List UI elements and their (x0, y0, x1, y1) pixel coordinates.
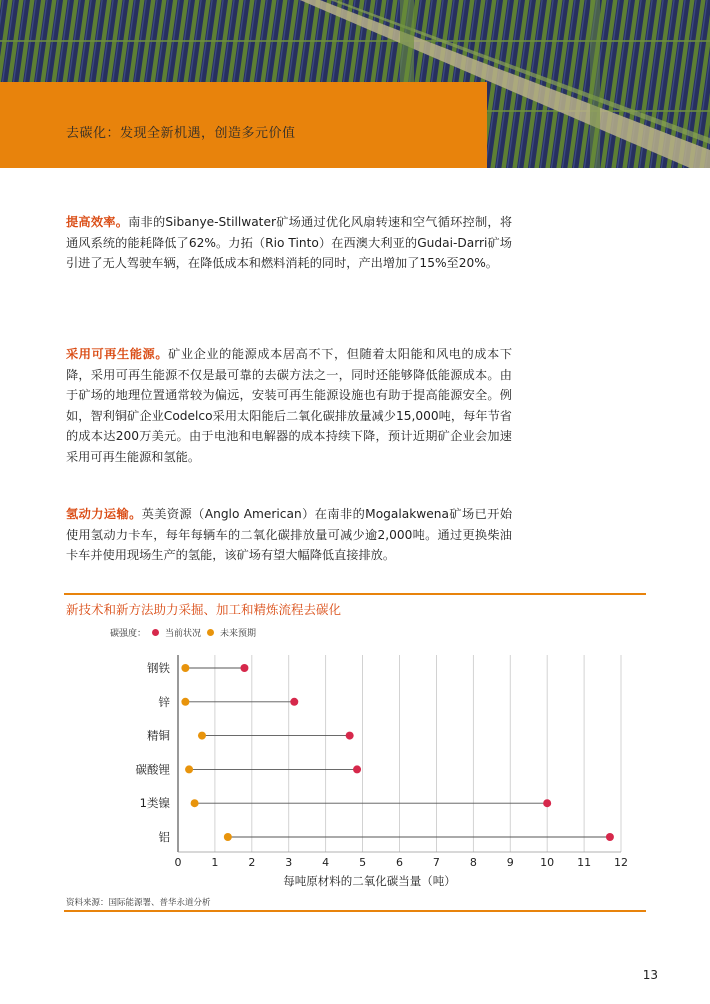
x-tick-label: 0 (174, 856, 182, 869)
category-label: 1类镍 (139, 796, 170, 811)
paragraph-lead: 采用可再生能源。 (66, 347, 169, 361)
category-label: 铝 (158, 830, 170, 844)
paragraph-body: 南非的Sibanye-Stillwater矿场通过优化风扇转速和空气循环控制，将通风系统的能耗降低了62%。力拓（Rio Tinto）在西澳大利亚的Gudai-Darri矿场引进了无人驾驶车辆，在降低成本和燃料消耗的同时，产出增加了15%至20%。 (66, 215, 513, 270)
paragraph-lead: 氢动力运输。 (66, 507, 142, 521)
source-note: 资料来源：国际能源署、普华永道分析 (66, 898, 211, 908)
x-tick-label: 1 (211, 856, 219, 869)
x-tick-label: 12 (614, 856, 628, 869)
future-point (181, 664, 189, 672)
x-tick-label: 8 (469, 856, 477, 869)
x-tick-label: 7 (432, 856, 440, 869)
x-axis-label: 每吨原材料的二氧化碳当量（吨） (283, 874, 456, 888)
x-tick-label: 2 (248, 856, 256, 869)
current-point (353, 765, 361, 773)
paragraph-body: 矿业企业的能源成本居高不下，但随着太阳能和风电的成本下降，采用可再生能源不仅是最可靠的去碳方法之一，同时还能够降低能源成本。由于矿场的地理位置通常较为偏远，安装可再生能源设施也有助于提高能源安全。例如，智利铜矿企业Codelco采用太阳能后二氧化碳排放量减少15,000吨，每年节省的成本达200万美元。由于电池和电解器的成本持续下降，预计近期矿企业会加速采用可再生能源和氢能。 (66, 347, 513, 464)
chart-title: 新技术和新方法助力采掘、加工和精炼流程去碳化 (66, 602, 342, 617)
legend-current-label: 当前状况 (165, 629, 202, 639)
category-label: 锌 (158, 694, 170, 709)
future-point (198, 732, 206, 740)
category-label: 精铜 (147, 728, 170, 743)
x-tick-label: 5 (359, 856, 367, 869)
x-tick-label: 6 (396, 856, 403, 869)
x-tick-label: 10 (540, 856, 555, 869)
current-point (346, 732, 354, 740)
x-tick-label: 11 (577, 856, 592, 869)
paragraph-lead: 提高效率。 (66, 215, 129, 229)
current-point (606, 833, 614, 841)
future-point (185, 765, 193, 773)
chart-bottom-divider (64, 910, 646, 912)
current-point (240, 664, 248, 672)
banner-title: 去碳化：发现全新机遇，创造多元价值 (66, 126, 296, 141)
paragraph-body: 英美资源（Anglo American）在南非的Mogalakwena矿场已开始使用氢动力卡车，每年每辆车的二氧化碳排放量可减少逾2,000吨。通过更换柴油卡车并使用现场生产的氢能，该矿场有望大幅降低直接排放。 (66, 507, 513, 562)
future-point (181, 698, 189, 706)
future-point (191, 799, 199, 807)
x-tick-label: 9 (506, 856, 514, 869)
page-number: 13 (642, 968, 658, 982)
x-tick-label: 3 (285, 856, 293, 869)
legend-title: 碳强度： (110, 629, 147, 639)
legend-future-label: 未来预期 (220, 629, 257, 639)
category-label: 碳酸锂 (135, 762, 170, 777)
category-label: 钢铁 (147, 661, 170, 675)
future-point (224, 833, 232, 841)
x-tick-label: 4 (322, 856, 330, 869)
current-point (290, 698, 298, 706)
current-point (543, 799, 551, 807)
